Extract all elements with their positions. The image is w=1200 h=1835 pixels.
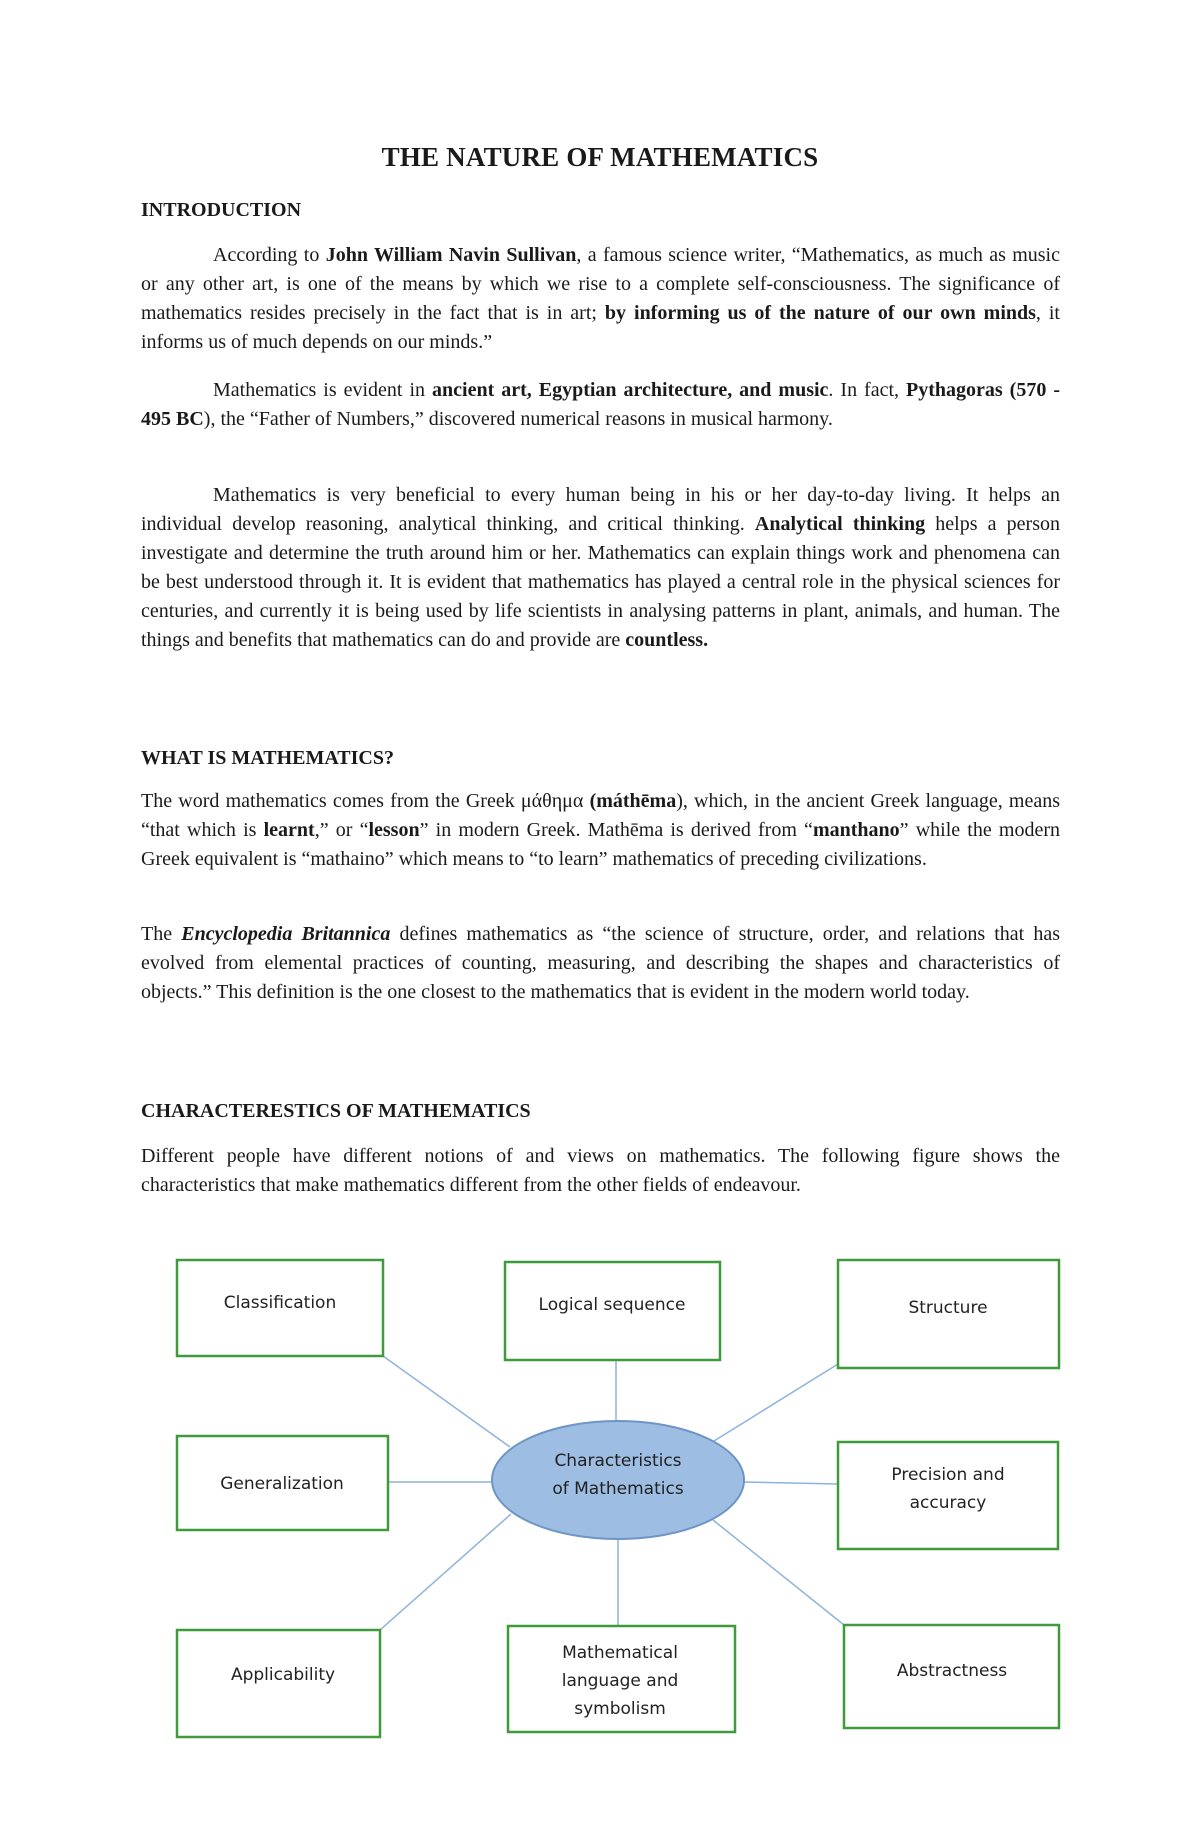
connector-abstractness (713, 1520, 844, 1625)
what-is-mathematics-heading: WHAT IS MATHEMATICS? (141, 747, 394, 769)
introduction-paragraph-1: According to John William Navin Sullivan, a famous science writer, “Mathematics, as much as music or any other art, is one of the means by which we rise to a complete self-consciousness. The significance of mathematics resides precisely in the fact that is in art; by informing us of the nature of our own minds, it informs us of much depends on our minds.” (141, 244, 1060, 353)
what-is-paragraph-2: The Encyclopedia Britannica defines mathematics as “the science of structure, order, and relations that has evolved from elemental practices of counting, measuring, and describing the shapes and characteristics of objects.” This definition is the one closest to the mathematics that is evident in the modern world today. (141, 923, 1061, 1003)
label-applicability: Applicability (230, 1665, 336, 1685)
label-generalization: Generalization (220, 1474, 344, 1494)
connector-precision (744, 1482, 838, 1484)
page-title: THE NATURE OF MATHEMATICS (381, 142, 819, 172)
connector-structure (714, 1364, 838, 1441)
label-language-line-3: symbolism (574, 1699, 666, 1719)
label-abstractness: Abstractness (896, 1661, 1008, 1681)
center-label-line-1: Characteristics (554, 1451, 682, 1471)
label-language-line-2: language and (561, 1671, 679, 1691)
label-language-line-1: Mathematical (562, 1643, 678, 1663)
introduction-paragraph-3: Mathematics is very beneficial to every human being in his or her day-to-day living. It helps an individual develop reasoning, analytical thinking, and critical thinking. Analytical thinking helps a person investigate and determine the truth around him or her. Mathematics can explain things work and phenomena can be best understood through it. It is evident that mathematics has played a central role in the physical sciences for centuries, and currently it is being used by life scientists in analysing patterns in plant, animals, and human. The things and benefits that mathematics can do and provide are countless. (141, 484, 1060, 651)
introduction-heading: INTRODUCTION (141, 199, 302, 221)
label-precision-line-2: accuracy (909, 1493, 987, 1513)
label-structure: Structure (908, 1298, 988, 1318)
label-precision-line-1: Precision and (891, 1465, 1005, 1485)
connector-applicability (380, 1514, 511, 1630)
label-logical-sequence: Logical sequence (538, 1295, 686, 1315)
characteristics-paragraph: Different people have different notions of and views on mathematics. The following figure shows the characteristics that make mathematics different from the other fields of endeavour. (141, 1145, 1060, 1196)
center-label-line-2: of Mathematics (552, 1479, 684, 1499)
what-is-paragraph-1: The word mathematics comes from the Greek μάθημα (máthēma), which, in the ancient Greek language, means “that which is learnt,” or “lesson” in modern Greek. Mathēma is derived from “manthano” while the modern Greek equivalent is “mathaino” which means to “to learn” mathematics of preceding civilizations. (141, 790, 1060, 870)
characteristics-heading: CHARACTERESTICS OF MATHEMATICS (141, 1100, 531, 1122)
label-classification: Classification (223, 1293, 337, 1313)
introduction-paragraph-2: Mathematics is evident in ancient art, Egyptian architecture, and music. In fact, Pythagoras (570 - 495 BC), the “Father of Numbers,” discovered numerical reasons in musical harmony. (141, 379, 1060, 430)
connector-classification (383, 1356, 510, 1447)
